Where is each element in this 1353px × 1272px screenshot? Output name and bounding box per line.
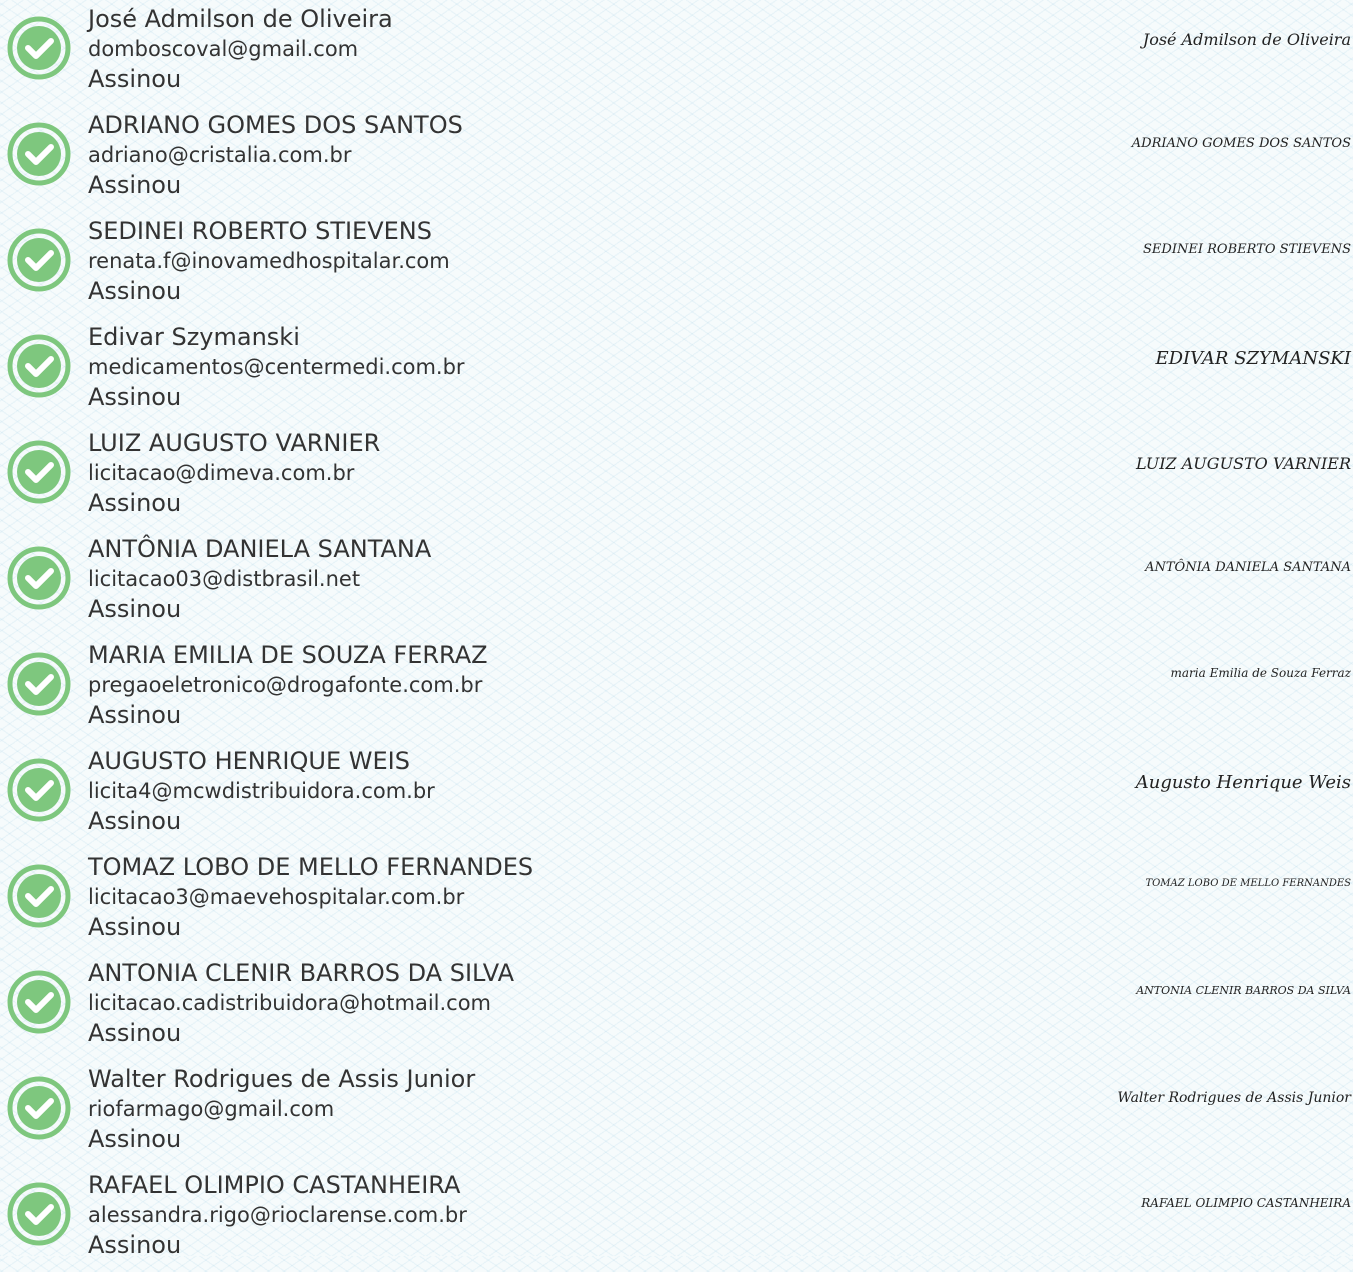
check-circle-icon xyxy=(6,439,72,505)
signer-row xyxy=(0,848,1353,954)
signer-info xyxy=(88,216,450,306)
signer-row xyxy=(0,318,1353,424)
signer-name: José Admilson de Oliveira xyxy=(88,5,393,33)
signer-email: alessandra.rigo@rioclarense.com.br xyxy=(88,1203,467,1227)
signer-status: Assinou xyxy=(88,383,182,411)
signer-info xyxy=(88,1064,475,1154)
signer-info xyxy=(88,110,463,200)
signer-row xyxy=(0,530,1353,636)
check-circle-icon xyxy=(6,1181,72,1247)
signer-row xyxy=(0,954,1353,1060)
signer-status: Assinou xyxy=(88,65,182,93)
signer-name: Edivar Szymanski xyxy=(88,323,300,351)
signer-row xyxy=(0,212,1353,318)
signer-name: AUGUSTO HENRIQUE WEIS xyxy=(88,747,410,775)
signer-email: domboscoval@gmail.com xyxy=(88,37,359,61)
signer-name: ANTÔNIA DANIELA SANTANA xyxy=(88,535,432,563)
check-circle-icon xyxy=(6,227,72,293)
check-circle-icon xyxy=(6,969,72,1035)
check-circle-icon xyxy=(6,1075,72,1141)
signer-status: Assinou xyxy=(88,807,182,835)
signer-email: adriano@cristalia.com.br xyxy=(88,143,352,167)
signer-name: SEDINEI ROBERTO STIEVENS xyxy=(88,217,432,245)
check-circle-icon xyxy=(6,121,72,187)
signer-name: ANTONIA CLENIR BARROS DA SILVA xyxy=(88,959,515,987)
signer-email: licitacao.cadistribuidora@hotmail.com xyxy=(88,991,492,1015)
signer-info xyxy=(88,852,533,942)
check-circle-icon xyxy=(6,757,72,823)
signer-row xyxy=(0,424,1353,530)
signature-image: RAFAEL OLIMPIO CASTANHEIRA xyxy=(1141,1196,1351,1210)
signer-status: Assinou xyxy=(88,701,182,729)
signer-row xyxy=(0,106,1353,212)
signer-row xyxy=(0,1166,1353,1272)
signer-email: licita4@mcwdistribuidora.com.br xyxy=(88,779,435,803)
signer-row xyxy=(0,636,1353,742)
signature-image: EDIVAR SZYMANSKI xyxy=(1155,348,1351,369)
signer-row xyxy=(0,742,1353,848)
signer-info xyxy=(88,958,514,1048)
signature-image: ADRIANO GOMES DOS SANTOS xyxy=(1131,136,1351,151)
signer-status: Assinou xyxy=(88,489,182,517)
signer-status: Assinou xyxy=(88,171,182,199)
signer-name: Walter Rodrigues de Assis Junior xyxy=(88,1065,476,1093)
signature-image: LUIZ AUGUSTO VARNIER xyxy=(1135,454,1351,473)
signer-email: renata.f@inovamedhospitalar.com xyxy=(88,249,450,273)
signer-info xyxy=(88,1170,467,1260)
signature-image: SEDINEI ROBERTO STIEVENS xyxy=(1143,242,1351,257)
signer-name: ADRIANO GOMES DOS SANTOS xyxy=(88,111,463,139)
signer-row xyxy=(0,0,1353,106)
signer-name: MARIA EMILIA DE SOUZA FERRAZ xyxy=(88,641,488,669)
signer-email: licitacao3@maevehospitalar.com.br xyxy=(88,885,465,909)
signer-row xyxy=(0,1060,1353,1166)
signature-image: maria Emilia de Souza Ferraz xyxy=(1170,666,1351,680)
signature-image: ANTÔNIA DANIELA SANTANA xyxy=(1145,560,1351,575)
signer-info xyxy=(88,534,431,624)
check-circle-icon xyxy=(6,333,72,399)
signer-email: pregaoeletronico@drogafonte.com.br xyxy=(88,673,483,697)
signer-info xyxy=(88,746,435,836)
check-circle-icon xyxy=(6,651,72,717)
signer-info xyxy=(88,322,465,412)
signer-email: riofarmago@gmail.com xyxy=(88,1097,335,1121)
signer-status: Assinou xyxy=(88,277,182,305)
signature-image: Augusto Henrique Weis xyxy=(1135,772,1351,793)
signer-status: Assinou xyxy=(88,1231,182,1259)
signature-image: TOMAZ LOBO DE MELLO FERNANDES xyxy=(1145,878,1351,889)
signer-email: medicamentos@centermedi.com.br xyxy=(88,355,465,379)
signature-image: Walter Rodrigues de Assis Junior xyxy=(1117,1090,1351,1106)
signer-status: Assinou xyxy=(88,913,182,941)
signer-info xyxy=(88,428,380,518)
signer-name: LUIZ AUGUSTO VARNIER xyxy=(88,429,381,457)
signature-image: ANTONIA CLENIR BARROS DA SILVA xyxy=(1136,984,1351,997)
signer-name: RAFAEL OLIMPIO CASTANHEIRA xyxy=(88,1171,461,1199)
signer-info xyxy=(88,4,393,94)
signer-email: licitacao@dimeva.com.br xyxy=(88,461,355,485)
signer-email: licitacao03@distbrasil.net xyxy=(88,567,361,591)
signature-image: José Admilson de Oliveira xyxy=(1142,30,1351,49)
check-circle-icon xyxy=(6,863,72,929)
signer-info xyxy=(88,640,488,730)
signer-status: Assinou xyxy=(88,1019,182,1047)
signer-status: Assinou xyxy=(88,595,182,623)
check-circle-icon xyxy=(6,545,72,611)
signer-status: Assinou xyxy=(88,1125,182,1153)
check-circle-icon xyxy=(6,15,72,81)
signer-name: TOMAZ LOBO DE MELLO FERNANDES xyxy=(88,853,534,881)
